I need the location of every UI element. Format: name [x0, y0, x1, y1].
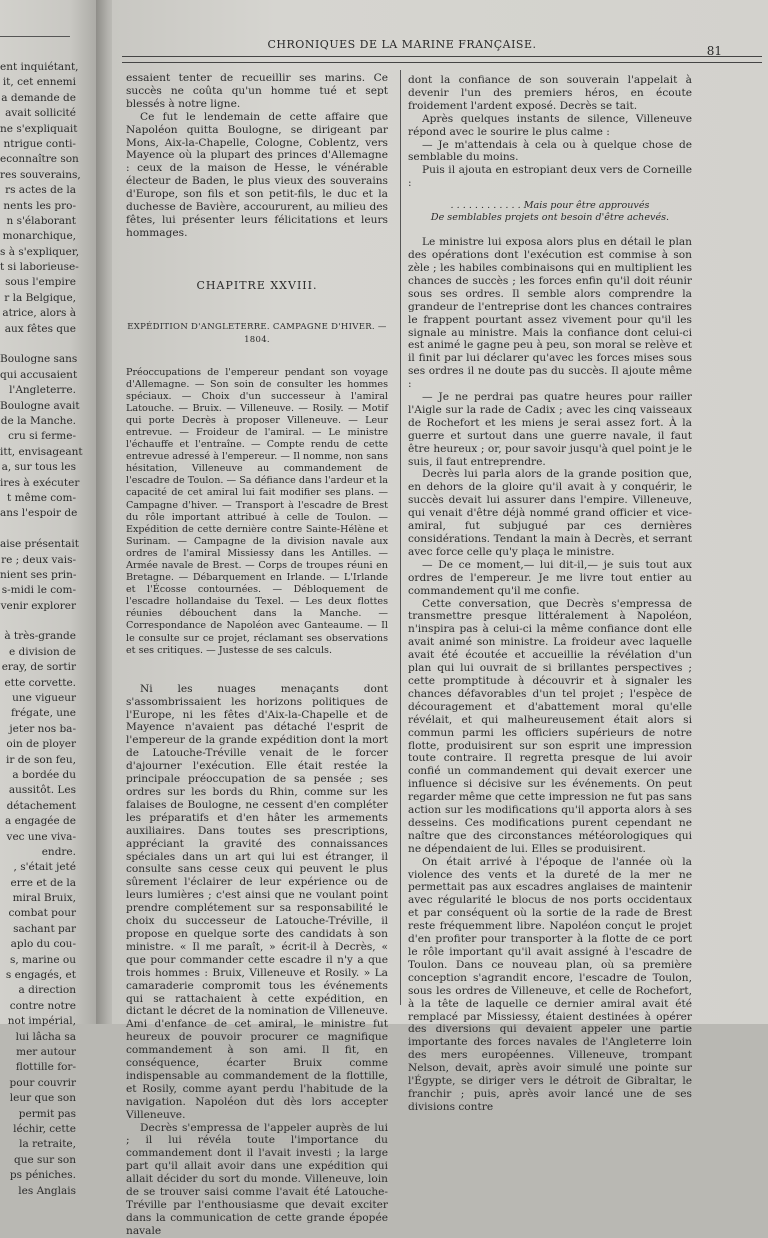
facing-page-line: aux fêtes que	[4, 322, 76, 335]
paragraph-clouds: Ni les nuages menaçants dont s'assombrissaient les horizons politiques de l'Europe, ni les fêtes d'Aix-la-Chapelle et de Mayence n'avaient pas détaché l'esprit de l'empereur de la grande expédition dont la mort de Latouche-Tréville venait de le forcer d'ajourner l'exécution. Elle était restée la principale préoccupation de sa pensée ; ses ordres sur les bords du Rhin, comme sur les falaises de Boulogne, ne cessent d'en compléter les préparatifs et d'en hâter les armements auxiliaires. Dans toutes ses prescriptions, appréciant la gravité des connaissances spéciales dans un art qui lui est étranger, il consulte sans cesse ceux qui peuvent le plus sûrement l'éclairer de leur expérience ou de leurs lumières ; c'est ainsi que ne voulant point prendre complétement sur sa responsabilité le choix du successeur de Latouche-Tréville, il propose en quelque sorte des candidats à son ministre. « Il me paraît, » écrit-il à Decrès, « que pour commander cette escadre il n'y a que trois hommes : Bruix, Villeneuve et Rosily. » La camaraderie compromit tous les événements qui se rattachaient à cette expédition, en dictant le décret de la nomination de Villeneuve. Ami d'enfance de cet amiral, le ministre fut heureux de pouvoir procurer ce magnifique commandement à son ami. Il fit, en conséquence, écarter Bruix comme indispensable au commandement de la flottille, et Rosily, comme ayant perdu l'habitude de la navigation. Napoléon dut dès lors accepter Villeneuve.	[126, 682, 388, 1121]
facing-page-line: ir de son feu,	[6, 753, 76, 766]
facing-page-line: ires à exécuter	[0, 476, 80, 489]
facing-page-line: pour couvrir	[9, 1076, 76, 1089]
facing-page-line: rs actes de la	[5, 184, 76, 197]
facing-page-line: s engagés, et	[5, 969, 76, 982]
paragraph-season: On était arrivé à l'époque de l'année où la violence des vents et la dureté de la mer ne permettait pas aux escadres anglaises de maintenir avec régularité le blocus de nos ports occidentaux et par conséquent où la sortie de la rade de Brest reste fréquemment libre. Napoléon conçut le projet d'en profiter pour transporter à la flotte de ce port le rôle important qu'il avait assigné à l'escadre de Toulon. Dans ce nouveau plan, où sa première conception s'agrandit encore, l'escadre de Toulon, sous les ordres de Villeneuve, et celle de Rochefort, à la tête de laquelle ce dernier amiral avait été remplacé par Missiessy, étaient destinées à opérer des diversions qui devaient appeler une partie importante des forces navales de l'Angleterre loin des mers européennes. Villeneuve, trompant Nelson, devait, après avoir simulé une pointe sur l'Égypte, se diriger vers le détroit de Gibraltar, le franchir ; puis, après avoir lancé une de ses divisions contre	[408, 855, 692, 1113]
paragraph-corneille: Puis il ajouta en estropiant deux vers de Corneille :	[408, 164, 692, 190]
page-number: 81	[706, 44, 722, 58]
facing-page-line: eray, de sortir	[1, 661, 76, 674]
page-header	[142, 32, 742, 58]
facing-page-line: ette corvette.	[4, 676, 76, 689]
facing-page-fragment	[0, 0, 100, 1197]
facing-page-line: aise présentait	[0, 538, 79, 551]
facing-page-line: qui accusaient	[0, 368, 78, 381]
facing-page-line: a engagée de	[5, 815, 76, 828]
facing-page-line: miral Bruix,	[12, 892, 76, 905]
facing-page-line: , s'était jeté	[13, 861, 76, 874]
paragraph-decres: Decrès s'empressa de l'appeler auprès de lui ; il lui révéla toute l'importance du commandement dont il l'avait investi ; la large part qu'il allait avoir dans une expédition qui allait décider du sort du monde. Villeneuve, loin de se trouver saisi comme l'avait été Latouche-Tréville par l'enthousiasme que devait exciter dans la communication de cette grande épopée navale	[126, 1121, 388, 1237]
facing-page-line: Boulogne sans	[0, 353, 78, 366]
facing-page-line: lui lâcha sa	[15, 1030, 76, 1043]
header-rule-secondary	[122, 62, 762, 63]
facing-page-line: n s'élaborant	[6, 214, 76, 227]
facing-page-line: a direction	[18, 984, 76, 997]
facing-page-line: re ; deux vais-	[1, 553, 76, 566]
facing-page-line: ne s'expliquait	[0, 122, 78, 135]
facing-page-line: frégate, une	[11, 707, 76, 720]
facing-page-line: la retraite,	[19, 1138, 76, 1151]
facing-page-line: aplo du cou-	[10, 938, 76, 951]
running-title: CHRONIQUES DE LA MARINE FRANÇAISE.	[267, 38, 537, 51]
facing-page-line: flottille for-	[15, 1061, 76, 1074]
facing-page-line: vec une viva-	[6, 830, 76, 843]
facing-page-line: sous l'empire	[5, 276, 76, 289]
facing-page-line: une vigueur	[12, 692, 76, 705]
paragraph-feast: Ce fut le lendemain de cette affaire que Napoléon quitta Boulogne, se dirigeant par Mons, Aix-la-Chapelle, Cologne, Coblentz, vers Mayence où la plupart des princes d'Allemagne : ceux de la maison de Hesse, le vénérable électeur de Baden, le plus vieux des souverains d'Europe, son fils et son petit-fils, le duc et la duchesse de Bavière, accoururent, au milieu des fêtes, lui présenter leurs félicitations et leurs hommages.	[126, 110, 388, 239]
facing-page-line: e division de	[8, 645, 76, 658]
facing-page-line: ans l'espoir de	[0, 507, 78, 520]
facing-page-line: t si laborieuse-	[0, 261, 79, 274]
facing-page-line	[0, 337, 76, 352]
facing-page-line: de la Manche.	[0, 414, 76, 427]
paragraph-reply: — Je m'attendais à cela ou à quelque chose de semblable du moins.	[408, 138, 692, 164]
facing-page-lines	[0, 60, 83, 1199]
book-page	[112, 0, 768, 1237]
paragraph-opening-right: dont la confiance de son souverain l'appelait à devenir l'un des premiers héros, en écoute froidement l'ardent exposé. Decrès se tait.	[408, 74, 692, 112]
facing-page-line: endre.	[41, 845, 76, 858]
facing-page-line: itt, envisageant	[0, 445, 83, 458]
paragraph-minister: Le ministre lui exposa alors plus en détail le plan des opérations dont l'exécution est commise à son zèle ; les habiles combinaisons qui en multiplient les chances de succès ; les forces enfin qu'il doit réunir sous ses ordres. Il semble alors comprendre la grandeur de l'entreprise dont les chances contraires le frappent pourtant assez vivement pour qu'il les signale au ministre. Mais la confiance dont celui-ci est animé le gagne peu à peu, son moral se relève et il finit par lui déclarer qu'avec les forces mises sous ses ordres il ne doute pas du succès. Il ajoute même :	[408, 236, 692, 391]
facing-page-line: res souverains,	[0, 168, 81, 181]
facing-page-line: mer autour	[16, 1046, 76, 1058]
chapter-summary: Préoccupations de l'empereur pendant son voyage d'Allemagne. — Son soin de consulter les hommes spéciaux. — Choix d'un successeur à l'amiral Latouche. — Bruix. — Villeneuve. — Rosily. — Motif qui porte Decrès à proposer Villeneuve. — Leur entrevue. — Froideur de l'amiral. — Le ministre l'échauffe et l'entraîne. — Compte rendu de cette entrevue adressé à l'empereur. — Il nomme, non sans hésitation, Villeneuve au commandement de l'escadre de Toulon. — Sa défiance dans l'ardeur et la capacité de cet amiral lui fait modifier ses plans. — Campagne d'hiver. — Transport à l'escadre de Brest du rôle important attribué à celle de Toulon. — Expédition de cette dernière contre Sainte-Hélène et Surinam. — Campagne de la division navale aux ordres de l'amiral Missiessy dans les Antilles. — Armée navale de Brest. — Corps de troupes réuni en Bretagne. — Débarquement en Irlande. — L'Irlande et l'Écosse contournées. — Débloquement de l'escadre hollandaise du Texel. — Les deux flottes réunies débouchent dans la Manche. — Correspondance de Napoléon avec Ganteaume. — Il le consulte sur ce projet, réclamant ses observations et ses critiques. — Justesse de ses calculs.	[126, 366, 388, 656]
verse-line-2: De semblables projets ont besoin d'être achevés.	[430, 212, 670, 224]
facing-page-line: que sur son	[13, 1153, 76, 1166]
facing-page-line: atrice, alors à	[2, 307, 76, 320]
facing-page-line: erre et de la	[10, 876, 76, 889]
verse-quote	[408, 200, 692, 224]
facing-page-line: l'Angleterre.	[9, 384, 76, 397]
facing-page-line	[0, 522, 76, 537]
facing-page-line: leur que son	[9, 1092, 76, 1105]
facing-page-line: Boulogne avait	[0, 399, 80, 412]
facing-page-line: ps péniches.	[9, 1169, 76, 1182]
facing-page-line: nient ses prin-	[0, 568, 77, 581]
header-rule	[122, 56, 762, 57]
facing-page-line: venir explorer	[0, 599, 76, 612]
left-text-column	[126, 72, 388, 1238]
facing-page-line: not impérial,	[7, 1015, 76, 1028]
paragraph-opening-left: essaient tenter de recueillir ses marins. Ce succès ne coûta qu'un homme tué et sept blessés à notre ligne.	[126, 72, 388, 110]
column-divider	[400, 70, 401, 1005]
facing-page-line: combat pour	[8, 907, 76, 920]
facing-page-line: monarchique,	[2, 230, 76, 243]
facing-page-line: avait sollicité	[5, 107, 76, 120]
paragraph-position: Decrès lui parla alors de la grande position que, en dehors de la gloire qu'il avait à y conquérir, le succès devait lui assurer dans l'empire. Villeneuve, qui venait d'être déjà nommé grand officier et vice-amiral, fut subjugué par ces dernières considérations. Tendant la main à Decrès, et serrant avec force celle qu'y plaça le ministre.	[408, 468, 692, 558]
facing-page-line: s-midi le com-	[1, 584, 76, 597]
facing-page-line: jeter nos ba-	[9, 722, 76, 735]
chapter-title: CHAPITRE XXVIII.	[196, 278, 318, 292]
facing-page-line: econnaître son	[0, 153, 79, 166]
facing-page-line: aussitôt. Les	[8, 784, 76, 797]
facing-page-line: cru si ferme-	[8, 430, 76, 443]
facing-page-line: nents les pro-	[3, 199, 76, 212]
facing-page-line: a bordée du	[12, 768, 76, 781]
facing-page-line: à très-grande	[4, 630, 76, 643]
chapter-subtitle: EXPÉDITION D'ANGLETERRE. CAMPAGNE D'HIVER. — 1804.	[127, 321, 387, 345]
facing-page-rule	[0, 36, 70, 37]
facing-page-line: s à s'expliquer,	[0, 245, 80, 258]
facing-page-line: léchir, cette	[13, 1122, 76, 1135]
facing-page-line: permit pas	[18, 1107, 76, 1120]
facing-page-line: it, cet ennemi	[2, 76, 76, 89]
paragraph-silence: Après quelques instants de silence, Villeneuve répond avec le sourire le plus calme :	[408, 112, 692, 138]
verse-line-1: . . . . . . . . . . . . Mais pour être approuvés	[450, 200, 650, 212]
facing-page-line: a, sur tous les	[1, 461, 76, 474]
facing-page-line: détachement	[6, 799, 76, 812]
facing-page-line: s, marine ou	[9, 953, 76, 966]
facing-page-line: ntrigue conti-	[3, 137, 76, 150]
facing-page-line	[0, 614, 76, 629]
facing-page-line: t même com-	[7, 491, 76, 504]
paragraph-conversation: Cette conversation, que Decrès s'empressa de transmettre presque littéralement à Napoléon, n'inspira pas à celui-ci la même confiance dont elle avait animé son ministre. La froideur avec laquelle avait été écoutée et accueillie la révélation d'un plan qui lui ouvrait de si brillantes perspectives ; cette promptitude à découvrir et à signaler les chances défavorables d'un tel projet ; l'espèce de découragement et d'abattement moral qu'elle révélait, et qui malheureusement était alors si commun parmi les officiers supérieurs de notre flotte, produisirent sur son esprit une impression toute contraire. Il regretta presque de lui avoir confié un commandement qui devait exercer une influence si décisive sur les événements. On peut regarder même que cette impression ne fut pas sans action sur les modifications qu'il apporta alors à ses desseins. Ces modifications purent cependant ne naître que des circonstances météorologiques qui ne dépendaient de lui. Elles se produisirent.	[408, 597, 692, 855]
facing-page-line: ent inquiétant,	[0, 61, 79, 73]
facing-page-line: contre notre	[9, 999, 76, 1012]
facing-page-line: sachant par	[13, 922, 76, 935]
paragraph-despair: — Je ne perdrai pas quatre heures pour railler l'Aigle sur la rade de Cadix ; avec les cinq vaisseaux de Rochefort et les miens je serai assez fort. À la guerre et surtout dans une guerre navale, il faut être heureux ; or, pour savoir jusqu'à quel point je le suis, il faut entreprendre.	[408, 391, 692, 468]
facing-page-line: a demande de	[1, 91, 76, 104]
right-text-column	[408, 74, 692, 1114]
facing-page-line: oin de ployer	[6, 738, 76, 751]
facing-page-line: les Anglais	[18, 1184, 76, 1197]
facing-page-line: r la Belgique,	[4, 291, 76, 304]
paragraph-moment: — De ce moment,— lui dit-il,— je suis tout aux ordres de l'empereur. Je me livre tout entier au commandement qu'il me confie.	[408, 558, 692, 597]
